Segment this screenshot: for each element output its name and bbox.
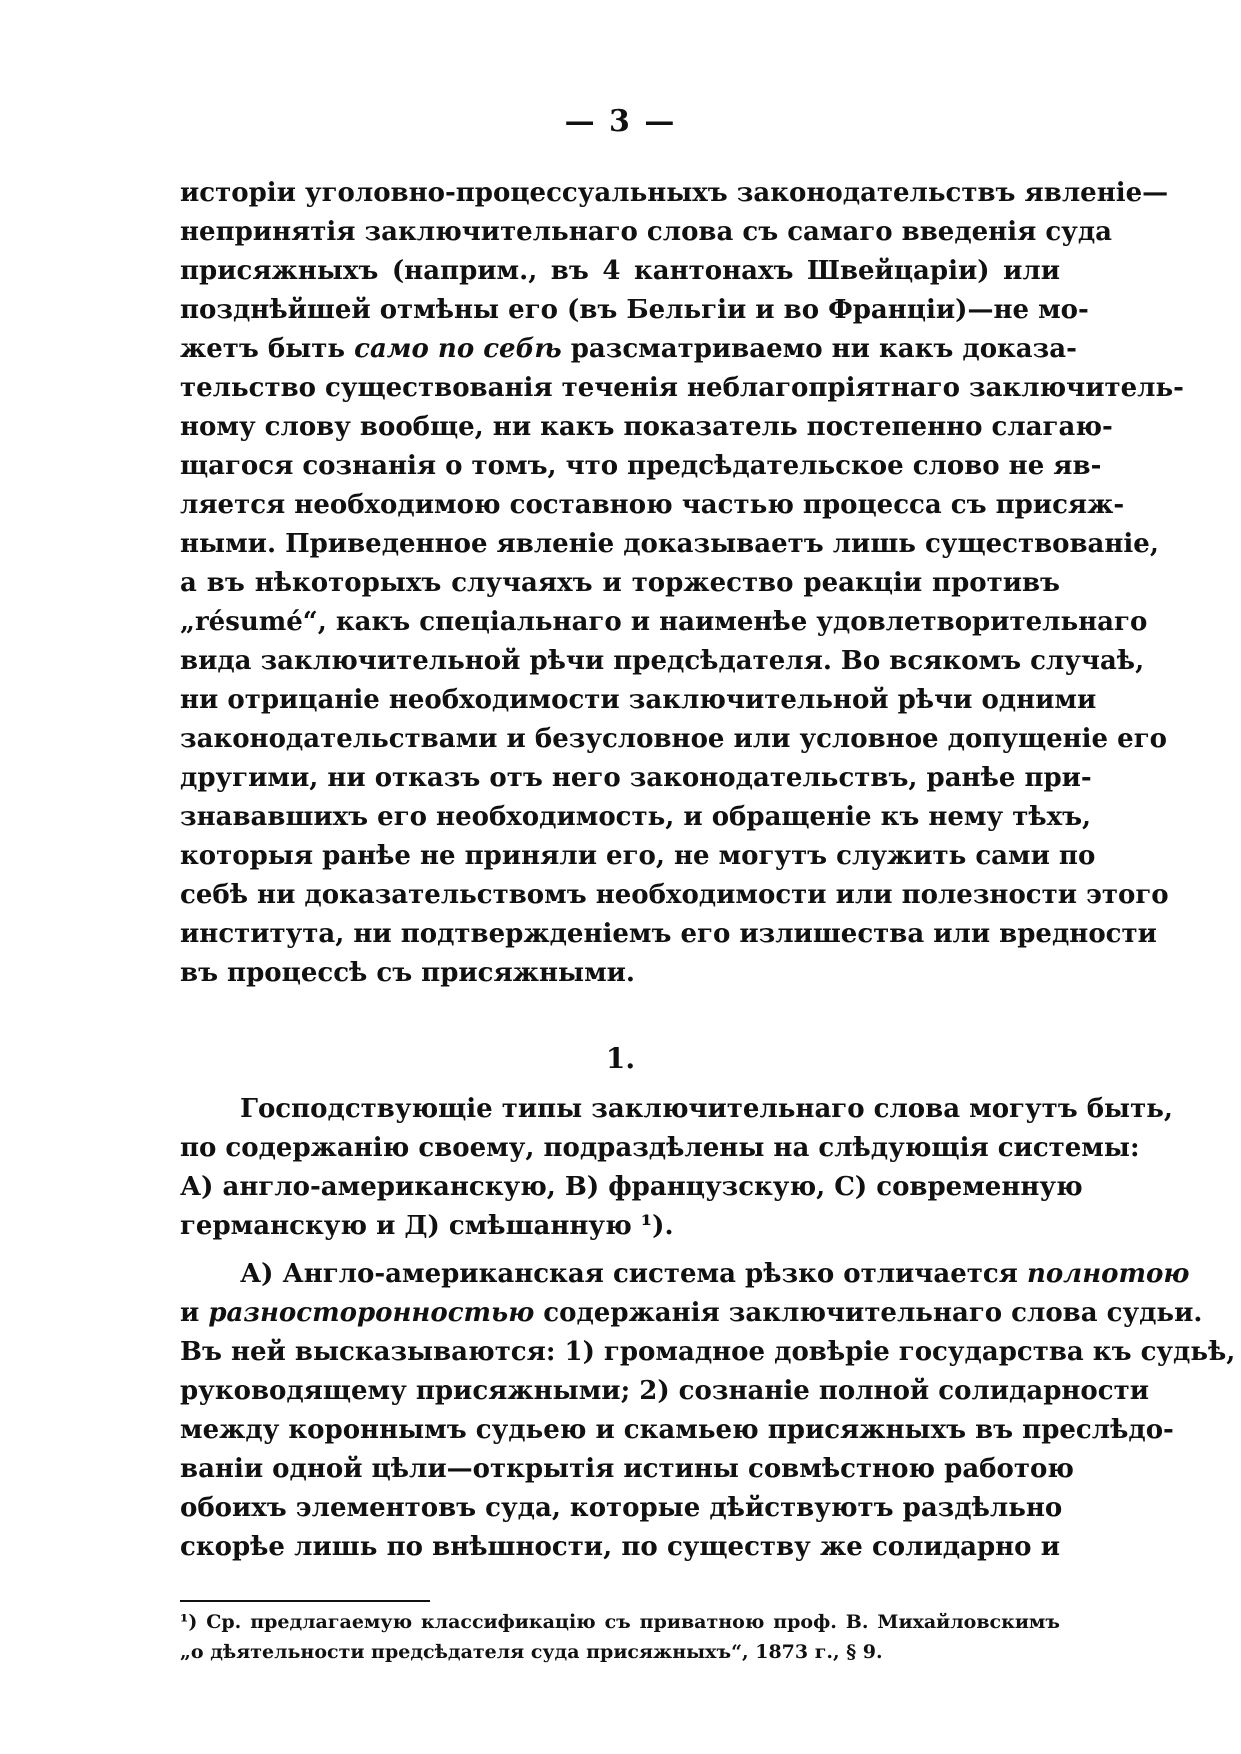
text-run: и: [180, 1298, 209, 1328]
italic-emphasis: полнотою: [1026, 1259, 1190, 1289]
footnote-line: „о дѣятельности предсѣдателя суда присяжныхъ“, 1873 г., § 9.: [180, 1641, 883, 1663]
page-number: — 3 —: [564, 104, 677, 139]
text-line: исторіи уголовно-процессуальныхъ законодательствъ явленіе—: [180, 178, 1169, 208]
text-line: ваніи одной цѣли—открытія истины совмѣстною работою: [180, 1454, 1074, 1484]
footnote-line: ¹) Ср. предлагаемую классификацію съ приватною проф. В. Михайловскимъ: [180, 1611, 1060, 1633]
text-run: содержанія заключительнаго слова судьи.: [534, 1298, 1203, 1328]
paragraph-anglo-american: [180, 1255, 1236, 1567]
italic-emphasis: разносторонностью: [208, 1298, 535, 1328]
text-line: [180, 1255, 1190, 1294]
text-line: Господствующіе типы заключительнаго слова могутъ быть,: [240, 1094, 1173, 1124]
text-line: ляется необходимою составною частью процесса съ присяж-: [180, 490, 1125, 520]
footnote: [180, 1607, 1060, 1667]
text-line: въ процессѣ съ присяжными.: [180, 958, 635, 988]
italic-emphasis: само по себѣ: [354, 334, 562, 364]
text-line: присяжныхъ (наприм., въ 4 кантонахъ Швейцаріи) или: [180, 256, 1060, 286]
text-line: института, ни подтвержденіемъ его излишества или вредности: [180, 919, 1157, 949]
text-line: которыя ранѣе не приняли его, не могутъ служить сами по: [180, 841, 1096, 871]
text-line: [180, 330, 1077, 369]
text-line: А) англо-американскую, В) французскую, С) современную: [180, 1172, 1083, 1202]
text-run: А) Англо-американская система рѣзко отличается: [240, 1259, 1027, 1289]
text-run: жетъ быть: [180, 334, 355, 364]
text-line: скорѣе лишь по внѣшности, по существу же солидарно и: [180, 1532, 1060, 1562]
text-line: знававшихъ его необходимость, и обращеніе къ нему тѣхъ,: [180, 802, 1092, 832]
paragraph-continuation: [180, 174, 1184, 993]
footnote-divider: [180, 1600, 430, 1602]
text-run: разсматриваемо ни какъ доказа-: [561, 334, 1077, 364]
text-line: Въ ней высказываются: 1) громадное довѣріе государства къ судьѣ,: [180, 1337, 1236, 1367]
text-line: [180, 1294, 1203, 1333]
text-line: позднѣйшей отмѣны его (въ Бельгіи и во Франціи)—не мо-: [180, 295, 1089, 325]
text-line: законодательствами и безусловное или условное допущеніе его: [180, 724, 1167, 754]
text-line: „résumé“, какъ спеціальнаго и наименѣе удовлетворительнаго: [180, 607, 1148, 637]
text-line: по содержанію своему, подраздѣлены на слѣдующія системы:: [180, 1133, 1140, 1163]
text-line: вида заключительной рѣчи предсѣдателя. Во всякомъ случаѣ,: [180, 646, 1145, 676]
text-line: щагося сознанія о томъ, что предсѣдательское слово не яв-: [180, 451, 1102, 481]
text-line: руководящему присяжными; 2) сознаніе полной солидарности: [180, 1376, 1149, 1406]
text-line: себѣ ни доказательствомъ необходимости или полезности этого: [180, 880, 1169, 910]
text-line: другими, ни отказъ отъ него законодательствъ, ранѣе при-: [180, 763, 1092, 793]
paragraph-types: [180, 1090, 1173, 1246]
text-line: ному слову вообще, ни какъ показатель постепенно слагаю-: [180, 412, 1113, 442]
section-heading: 1.: [605, 1042, 636, 1075]
text-line: обоихъ элементовъ суда, которые дѣйствуютъ раздѣльно: [180, 1493, 1063, 1523]
text-line: ни отрицаніе необходимости заключительной рѣчи одними: [180, 685, 1097, 715]
text-line: германскую и Д) смѣшанную ¹).: [180, 1211, 674, 1241]
text-line: а въ нѣкоторыхъ случаяхъ и торжество реакціи противъ: [180, 568, 1060, 598]
text-line: тельство существованія теченія неблагопріятнаго заключитель-: [180, 373, 1184, 403]
text-line: непринятія заключительнаго слова съ самаго введенія суда: [180, 217, 1113, 247]
text-line: между короннымъ судьею и скамьею присяжныхъ въ преслѣдо-: [180, 1415, 1174, 1445]
text-line: ными. Приведенное явленіе доказываетъ лишь существованіе,: [180, 529, 1159, 559]
